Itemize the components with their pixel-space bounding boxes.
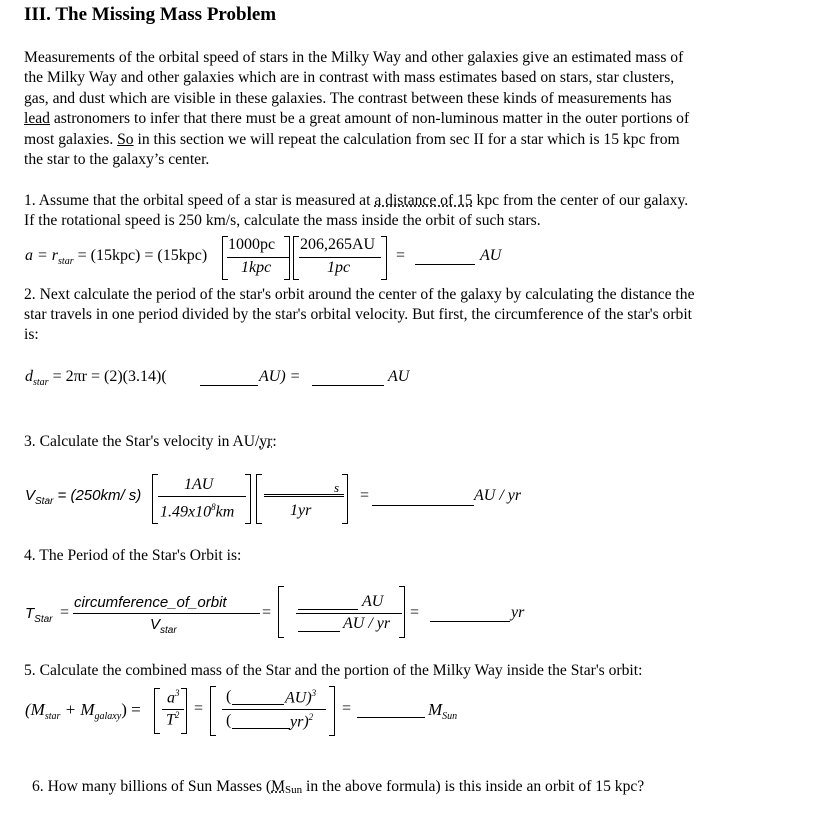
q5-close: ) = [121,700,141,719]
q3-equation-lhs [25,487,141,507]
q3-bracket-2-right [342,474,348,524]
q2-mid: = 2πr = (2)(3.14)( [48,368,167,385]
q1-frac2-line [299,257,381,258]
q4-eq1: = [60,604,70,621]
q4-eq2: = [262,604,272,621]
intro-line-1: Measurements of the orbital speed of stars in the Milky Way and other galaxies give an estimated mass of [24,49,684,66]
q2-r-blank[interactable] [200,371,258,386]
q5-den-blank[interactable] [232,714,290,729]
q3-frac2-line-top [264,494,344,495]
q2-unit: AU [388,368,410,385]
q2-line-3: is: [24,326,39,343]
intro-line-6: the star to the galaxy’s center. [24,151,210,168]
q4-t-letter: T [25,605,35,622]
q3-line-1 [24,433,277,451]
q1-distance: a distance of 15 [374,192,473,209]
q3-v: V [25,487,36,504]
q1-bracket-2-right [381,236,387,280]
intro-line-5-a: most galaxies. [24,131,118,148]
intro-line-2: the Milky Way and other galaxies which are in contrast with mass estimates based on stars, star clusters, [24,69,675,86]
q5-yr-exp: 2 [308,712,314,722]
so-word: So [117,131,134,148]
q1-frac2-num: 206,265AU [300,236,376,253]
q1-answer-blank[interactable] [415,250,475,265]
q3-den-unit: km [215,503,235,521]
intro-line-3: gas, and dust which are visible in these galaxies. The contrast between these kinds of measurements has [24,90,672,107]
q6-a: 6. How many billions of Sun Masses ( [32,778,272,795]
q1-bracket-1-right [284,236,290,280]
q1-line-2: If the rotational speed is 250 km/s, calculate the mass inside the orbit of such stars. [24,212,541,229]
q5-frac2-line [222,709,326,710]
q1-star-sub: star [58,256,74,267]
q3-unit: AU / yr [474,487,522,504]
lead-word: lead [24,110,50,127]
q3-bracket-2-left [256,474,262,524]
q5-eq3: = [342,700,352,717]
section-heading: III. The Missing Mass Problem [24,4,277,25]
intro-line-5-c: in this section we will repeat the calculation from sec II for a star which is 15 kpc from [133,131,680,148]
q3-frac1-num: 1AU [184,476,214,493]
intro-line-4 [24,110,689,128]
q2-line-2: star travels in one period divided by the star's orbital velocity. But first, the circumference of the star's orbit [24,306,693,323]
q4-den-blank[interactable] [298,617,340,632]
q1-kpc: = (15kpc) = (15kpc) [73,247,208,264]
q3-frac1-den [160,502,234,521]
q3-a: 3. Calculate the Star's velocity in AU/ [24,433,260,450]
q4-t [25,605,53,625]
q3-bracket-1-left [152,474,158,524]
q1-equals: = [396,247,406,264]
q1-equation-lhs [25,247,207,267]
q4-unit: yr [511,604,525,621]
q3-equals: = [360,487,370,504]
q1-frac1-num: 1000pc [228,236,276,253]
q2-answer-blank[interactable] [312,371,384,386]
q5-a: a [167,689,175,707]
q6-line-1 [32,778,644,796]
q5-den-open: ( [226,712,232,729]
q4-bracket-left [278,586,284,638]
q3-den-base: 1.49x10 [160,503,212,521]
q5-au-exp: 3 [311,688,317,698]
q5-plus-m: + M [60,700,95,719]
q4-frac1-num: circumference_of_orbit [74,594,227,611]
q6-m: M [271,778,285,795]
q6-msun [271,778,302,795]
q1-a: 1. Assume that the orbital speed of a star is measured at [24,192,375,209]
q2-line-1: 2. Next calculate the period of the star's orbit around the center of the galaxy by calculating the distance the [24,286,695,303]
q1-line-1 [24,192,688,210]
q1-frac2-den: 1pc [327,259,351,276]
q3-frac1-line [158,496,246,497]
q5-sun-sub: Sun [442,711,458,722]
q3-frac2-line [264,496,344,497]
q3-frac2-num: s [334,480,340,495]
q5-yr: yr) [290,713,309,731]
q5-eq2: = [194,700,204,717]
q5-frac1-den [166,710,179,729]
q5-star-sub: star [44,711,61,722]
q5-line-1: 5. Calculate the combined mass of the Star and the portion of the Milky Way inside the Star's orbit: [24,662,643,679]
q1-bracket-2-left [293,236,299,280]
q1-frac1-line [227,257,289,258]
q3-colon: : [272,433,277,450]
q5-a-exp: 3 [175,688,180,698]
q4-line-1: 4. The Period of the Star's Orbit is: [24,547,242,564]
q5-num-open: ( [226,688,232,705]
q4-frac2-den: AU / yr [343,615,391,632]
q1-unit: AU [480,247,502,264]
q5-frac2-num [285,688,316,707]
q6-c: in the above formula) is this inside an orbit of 15 kpc? [302,778,645,795]
q4-answer-blank[interactable] [430,607,510,622]
q5-m: M [428,700,443,719]
q5-galaxy-sub: galaxy [94,711,122,722]
q5-bracket-1-right [181,688,187,734]
q3-frac2-den: 1yr [290,502,312,519]
q2-au-close: AU) = [259,368,301,385]
q5-bracket-2-right [329,686,335,736]
q5-num-blank[interactable] [232,690,284,705]
q5-bracket-2-left [210,686,216,736]
q3-star-sub: Star [35,496,54,507]
q4-eq3: = [410,604,420,621]
q3-yr: yr [259,433,273,450]
q4-frac1-line [73,613,260,614]
q4-star-sub: Star [34,614,53,625]
intro-line-4-rest: astronomers to infer that there must be a great amount of non-luminous matter in the outer portions of [49,110,690,127]
q3-answer-blank[interactable] [372,491,474,506]
q5-frac1-num [167,688,180,707]
q5-answer-blank[interactable] [357,703,425,718]
q4-v: V [150,616,161,633]
q4-v-sub: star [160,625,177,636]
q6-sun-sub: Sun [284,784,303,796]
q3-den-exp: 8 [211,502,216,512]
q4-num-blank[interactable] [298,595,358,610]
q4-frac2-num: AU [362,593,384,610]
q3-speed: = (250km/ s) [53,487,142,504]
q2-d: d [25,368,33,385]
q5-lhs [25,700,141,722]
q1-frac1-den: 1kpc [241,259,272,276]
q4-frac2-line [296,613,402,614]
q4-frac1-den [150,616,177,636]
q5-m-sun [428,700,457,722]
q5-t: T [166,711,175,729]
q2-equation [25,368,167,388]
q4-bracket-right [399,586,405,638]
q1-a-r: a = r [25,247,59,264]
intro-line-5 [24,131,680,149]
q3-bracket-1-right [245,474,251,524]
q5-bracket-1-left [154,688,160,734]
q5-au: AU) [285,689,312,707]
q5-t-exp: 2 [174,710,180,720]
q5-m-open: (M [25,700,45,719]
q5-frac2-den [290,712,313,731]
q2-star-sub: star [33,377,49,388]
q1-c: kpc from the center of our galaxy. [472,192,689,209]
